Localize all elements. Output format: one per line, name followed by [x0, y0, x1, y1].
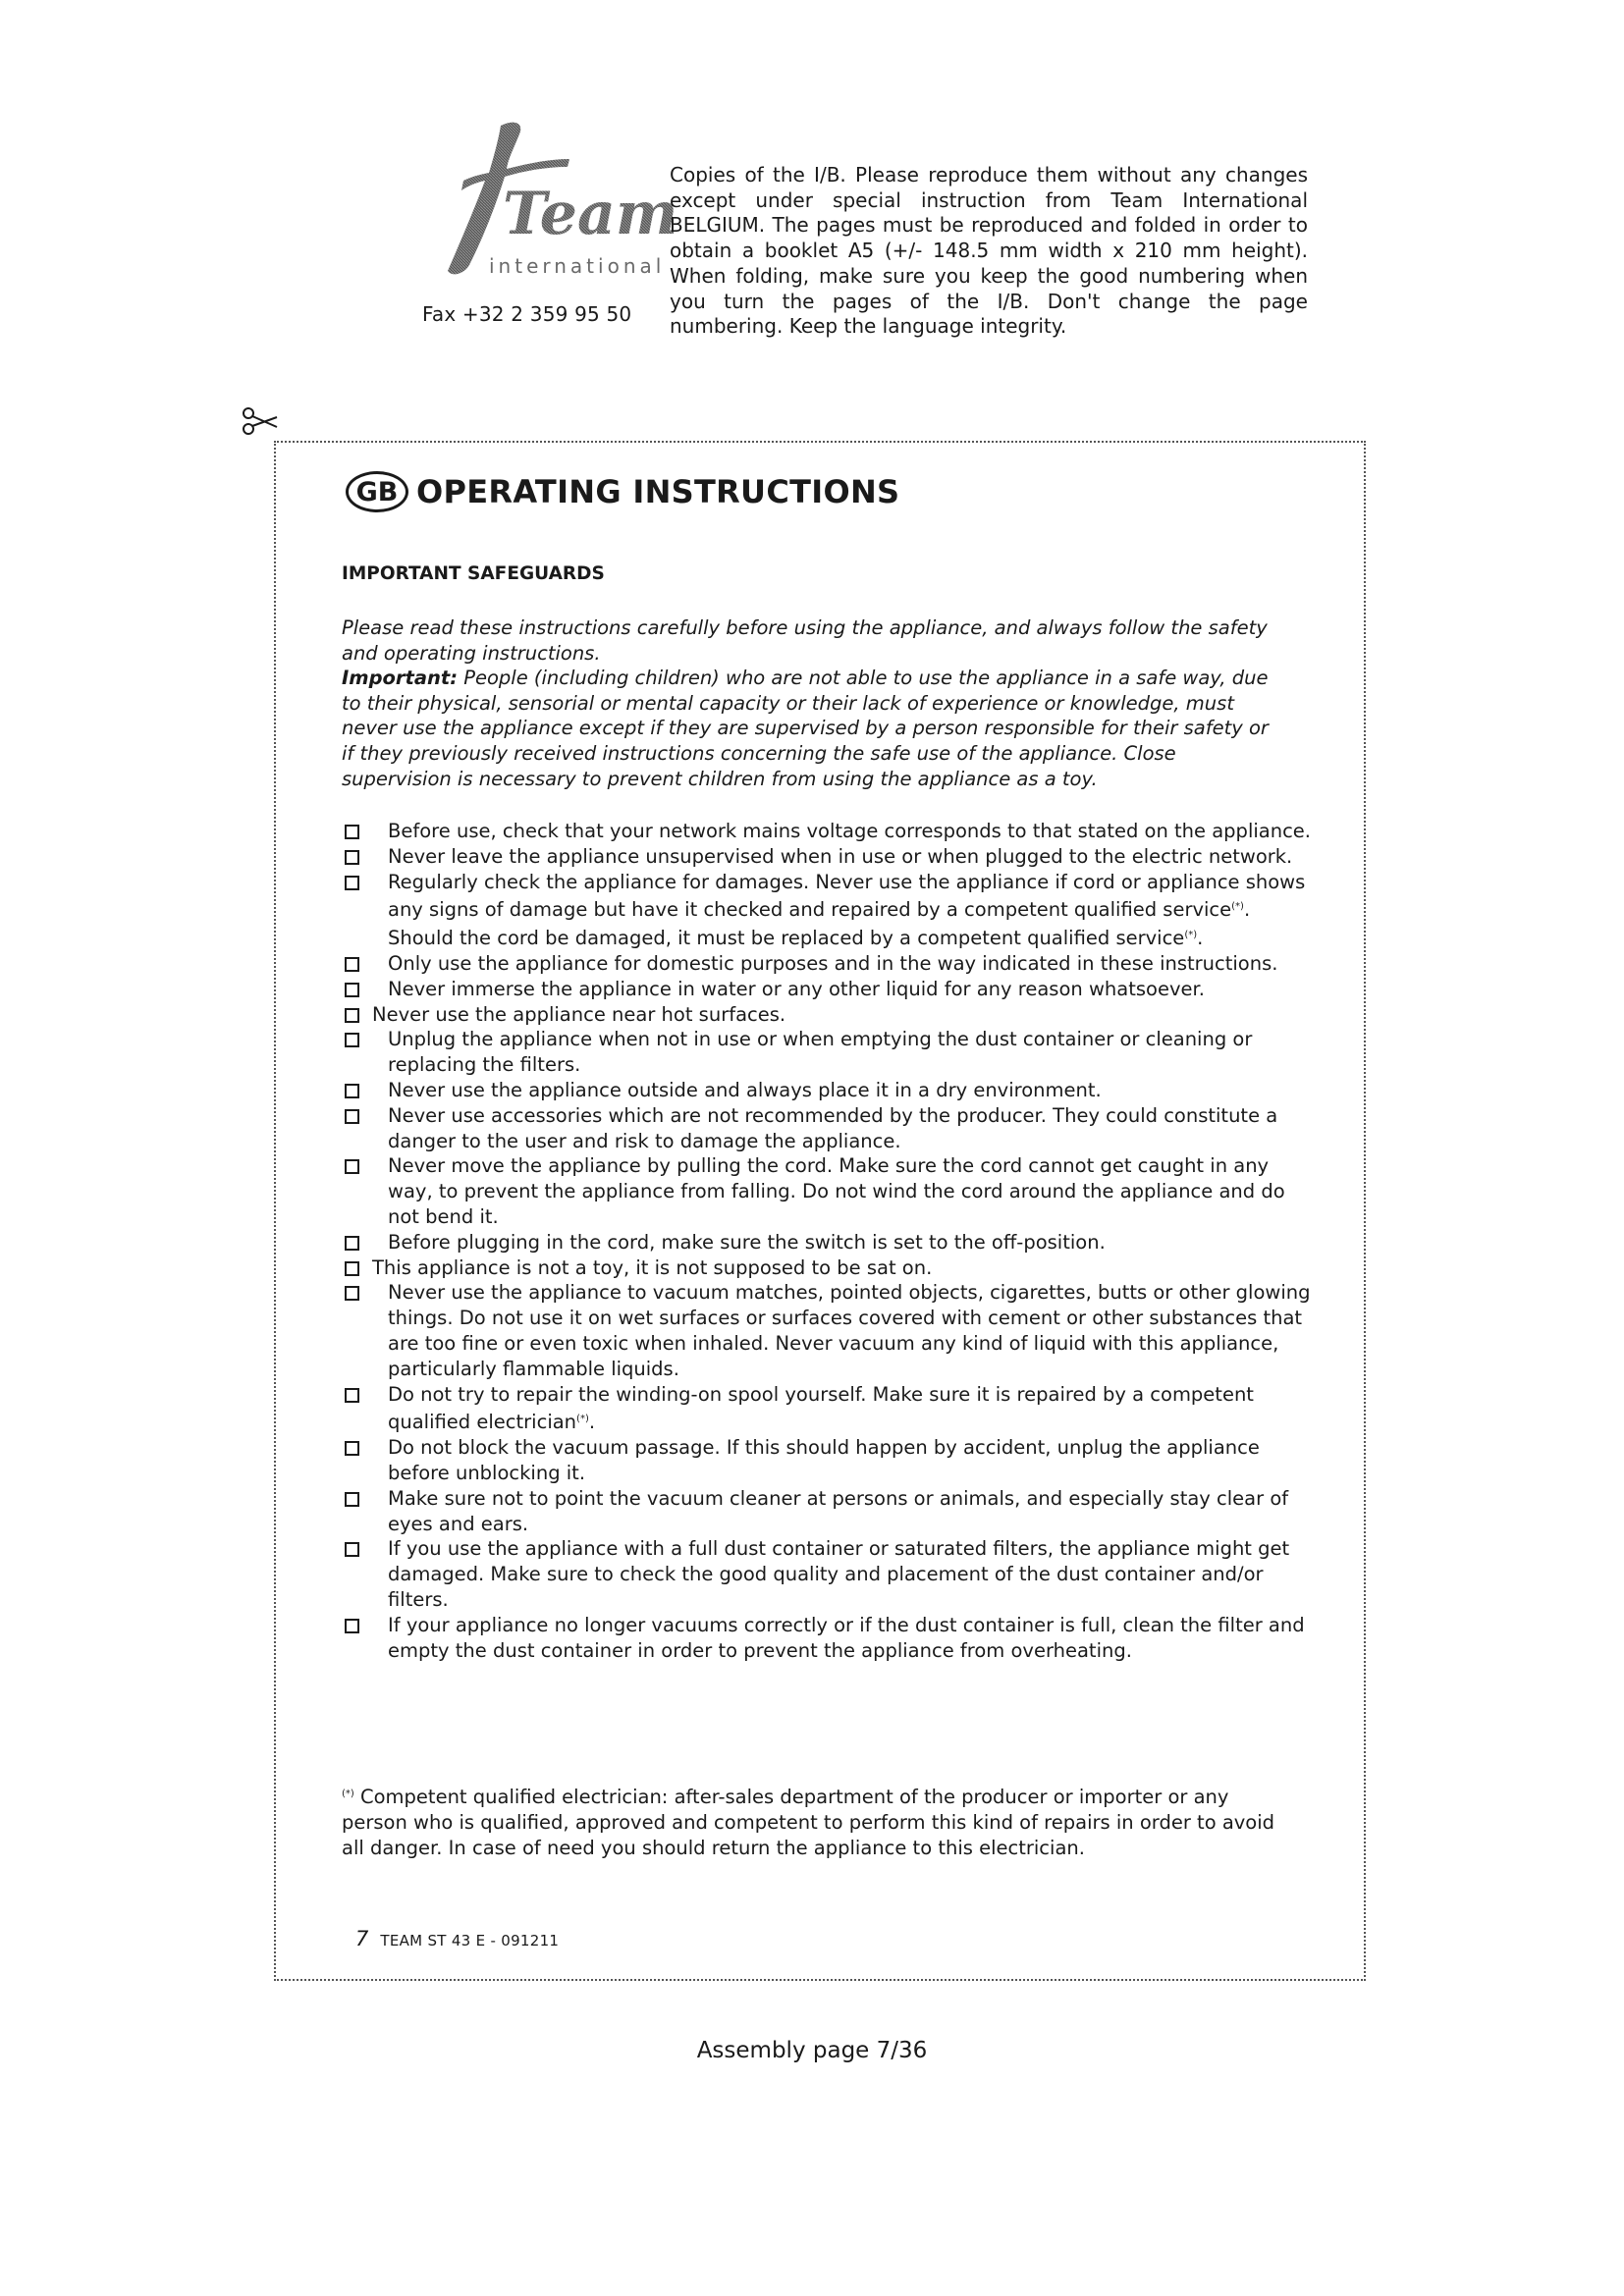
logo-wordmark: Team — [503, 180, 678, 248]
list-item-text: . — [1197, 927, 1204, 950]
list-item-text: Do not try to repair the winding-on spool yourself. Make sure it is repaired by a competent qualified electrician — [388, 1382, 1254, 1434]
intro-paragraph — [342, 615, 1284, 791]
checkbox-bullet-icon — [345, 850, 359, 865]
checkbox-bullet-icon — [345, 1441, 359, 1456]
list-item-text: Never move the appliance by pulling the cord. Make sure the cord cannot get caught in any way, to prevent the appliance from falling. Do not wind the cord around the appliance and do not bend it. — [388, 1154, 1285, 1228]
checkbox-bullet-icon — [345, 1286, 359, 1301]
important-text: People (including children) who are not able to use the appliance in a safe way, due to their physical, sensorial or mental capacity or their lack of experience or knowledge, must never use the appliance except if they are supervised by a person responsible for their safety or if they previously received instructions concerning the safe use of the appliance. Close supervision is necessary to prevent children from using the appliance as a toy. — [342, 667, 1269, 790]
checkbox-bullet-icon — [345, 1388, 359, 1403]
reproduction-note: Copies of the I/B. Please reproduce them without any changes except under special instruction from Team International BELGIUM. The pages must be reproduced and folded in order to obtain a booklet A5 (+/- 148.5 mm width x 210 mm height). When folding, make sure you keep the good numbering when you turn the pages of the I/B. Don't change the page numbering. Keep the language integrity. — [670, 163, 1308, 339]
page-footer — [355, 1927, 559, 1950]
list-item — [344, 1435, 1316, 1486]
footnote-reference: (*) — [1184, 930, 1198, 941]
list-item-text: Never use accessories which are not recommended by the producer. They could constitute a danger to the user and risk to damage the appliance. — [388, 1103, 1278, 1152]
list-item-text: Never use the appliance outside and always place it in a dry environment. — [388, 1078, 1102, 1101]
checkbox-bullet-icon — [345, 1008, 359, 1023]
assembly-page-label: Assembly page 7/36 — [696, 2038, 928, 2063]
list-item — [344, 951, 1316, 977]
checkbox-bullet-icon — [345, 957, 359, 972]
list-item-text: Do not block the vacuum passage. If this should happen by accident, unplug the appliance before unblocking it. — [388, 1436, 1260, 1484]
list-item-text: Before plugging in the cord, make sure the switch is set to the off-position. — [388, 1230, 1106, 1254]
list-item-text: Never immerse the appliance in water or any other liquid for any reason whatsoever. — [388, 977, 1205, 1000]
list-item — [344, 1536, 1316, 1612]
checkbox-bullet-icon — [345, 1159, 359, 1174]
list-item — [344, 870, 1316, 951]
footnote — [342, 1782, 1294, 1860]
checkbox-bullet-icon — [345, 1261, 359, 1276]
section-subtitle: IMPORTANT SAFEGUARDS — [342, 563, 605, 584]
important-label: Important: — [342, 667, 459, 690]
footnote-reference: (*) — [576, 1414, 589, 1425]
list-item — [344, 1230, 1316, 1255]
checkbox-bullet-icon — [345, 1236, 359, 1251]
logo-subtext: international — [489, 254, 666, 278]
list-item-text: Unplug the appliance when not in use or when emptying the dust container or cleaning or replacing the filters. — [388, 1028, 1253, 1077]
footnote-text: Competent qualified electrician: after-sales department of the producer or importer or any person who is qualified, approved and competent to perform this kind of repairs in order to avoid all danger. In case of need you should return the appliance to this electrician. — [342, 1786, 1275, 1859]
footnote-reference: (*) — [1231, 901, 1244, 913]
list-item — [344, 1027, 1316, 1078]
checkbox-bullet-icon — [345, 1033, 359, 1047]
checkbox-bullet-icon — [345, 1084, 359, 1098]
list-item — [344, 1103, 1316, 1154]
list-item — [344, 844, 1316, 870]
checkbox-bullet-icon — [345, 1109, 359, 1124]
list-item — [344, 1280, 1316, 1381]
list-item-text: Never use the appliance near hot surfaces. — [372, 1002, 786, 1026]
list-item — [344, 819, 1316, 844]
checkbox-bullet-icon — [345, 876, 359, 890]
scissors-icon — [242, 407, 279, 437]
list-item — [344, 977, 1316, 1002]
list-item-text: This appliance is not a toy, it is not supposed to be sat on. — [372, 1255, 933, 1279]
list-item — [344, 1255, 1316, 1281]
safeguards-list — [344, 819, 1316, 1663]
list-item-text: Never leave the appliance unsupervised when in use or when plugged to the electric network. — [388, 844, 1293, 868]
footnote-mark: (*) — [342, 1789, 354, 1799]
language-badge: GB — [346, 471, 408, 512]
list-item — [344, 1613, 1316, 1664]
list-item-text: Never use the appliance to vacuum matches, pointed objects, cigarettes, butts or other glowing things. Do not use it on wet surfaces or surfaces covered with cement or other substances that are too fine or even toxic when inhaled. Never vacuum any kind of liquid with this appliance, particularly flammable liquids. — [388, 1281, 1311, 1380]
list-item-text: Before use, check that your network mains voltage corresponds to that stated on the appliance. — [388, 820, 1311, 842]
checkbox-bullet-icon — [345, 1492, 359, 1507]
fax-number: Fax +32 2 359 95 50 — [422, 302, 632, 326]
list-item — [344, 1153, 1316, 1229]
checkbox-bullet-icon — [345, 825, 359, 839]
list-item — [344, 1382, 1316, 1436]
list-item-text: Make sure not to point the vacuum cleaner at persons or animals, and especially stay clear of eyes and ears. — [388, 1486, 1289, 1535]
checkbox-bullet-icon — [345, 1542, 359, 1557]
list-item-text: . Should the cord be damaged, it must be replaced by a competent qualified service — [388, 898, 1251, 950]
list-item-text: Regularly check the appliance for damages. Never use the appliance if cord or appliance shows any signs of damage but have it checked and repaired by a competent qualified service — [388, 870, 1306, 922]
list-item-text: . — [588, 1411, 596, 1434]
page-title: OPERATING INSTRUCTIONS — [416, 473, 900, 510]
team-international-logo — [412, 118, 678, 285]
page-number: 7 — [355, 1927, 369, 1950]
checkbox-bullet-icon — [345, 1619, 359, 1633]
list-item-text: If your appliance no longer vacuums correctly or if the dust container is full, clean the filter and empty the dust container in order to prevent the appliance from overheating. — [388, 1613, 1305, 1662]
checkbox-bullet-icon — [345, 983, 359, 997]
list-item — [344, 1078, 1316, 1103]
list-item — [344, 1002, 1316, 1028]
section-header — [346, 467, 899, 516]
list-item-text: If you use the appliance with a full dust container or saturated filters, the appliance might get damaged. Make sure to check the good quality and placement of the dust container and/or filters. — [388, 1537, 1290, 1611]
intro-text: Please read these instructions carefully before using the appliance, and always follow the safety and operating instructions. — [342, 616, 1268, 665]
model-code: TEAM ST 43 E - 091211 — [380, 1932, 560, 1949]
list-item — [344, 1486, 1316, 1537]
list-item-text: Only use the appliance for domestic purposes and in the way indicated in these instructions. — [388, 951, 1278, 975]
